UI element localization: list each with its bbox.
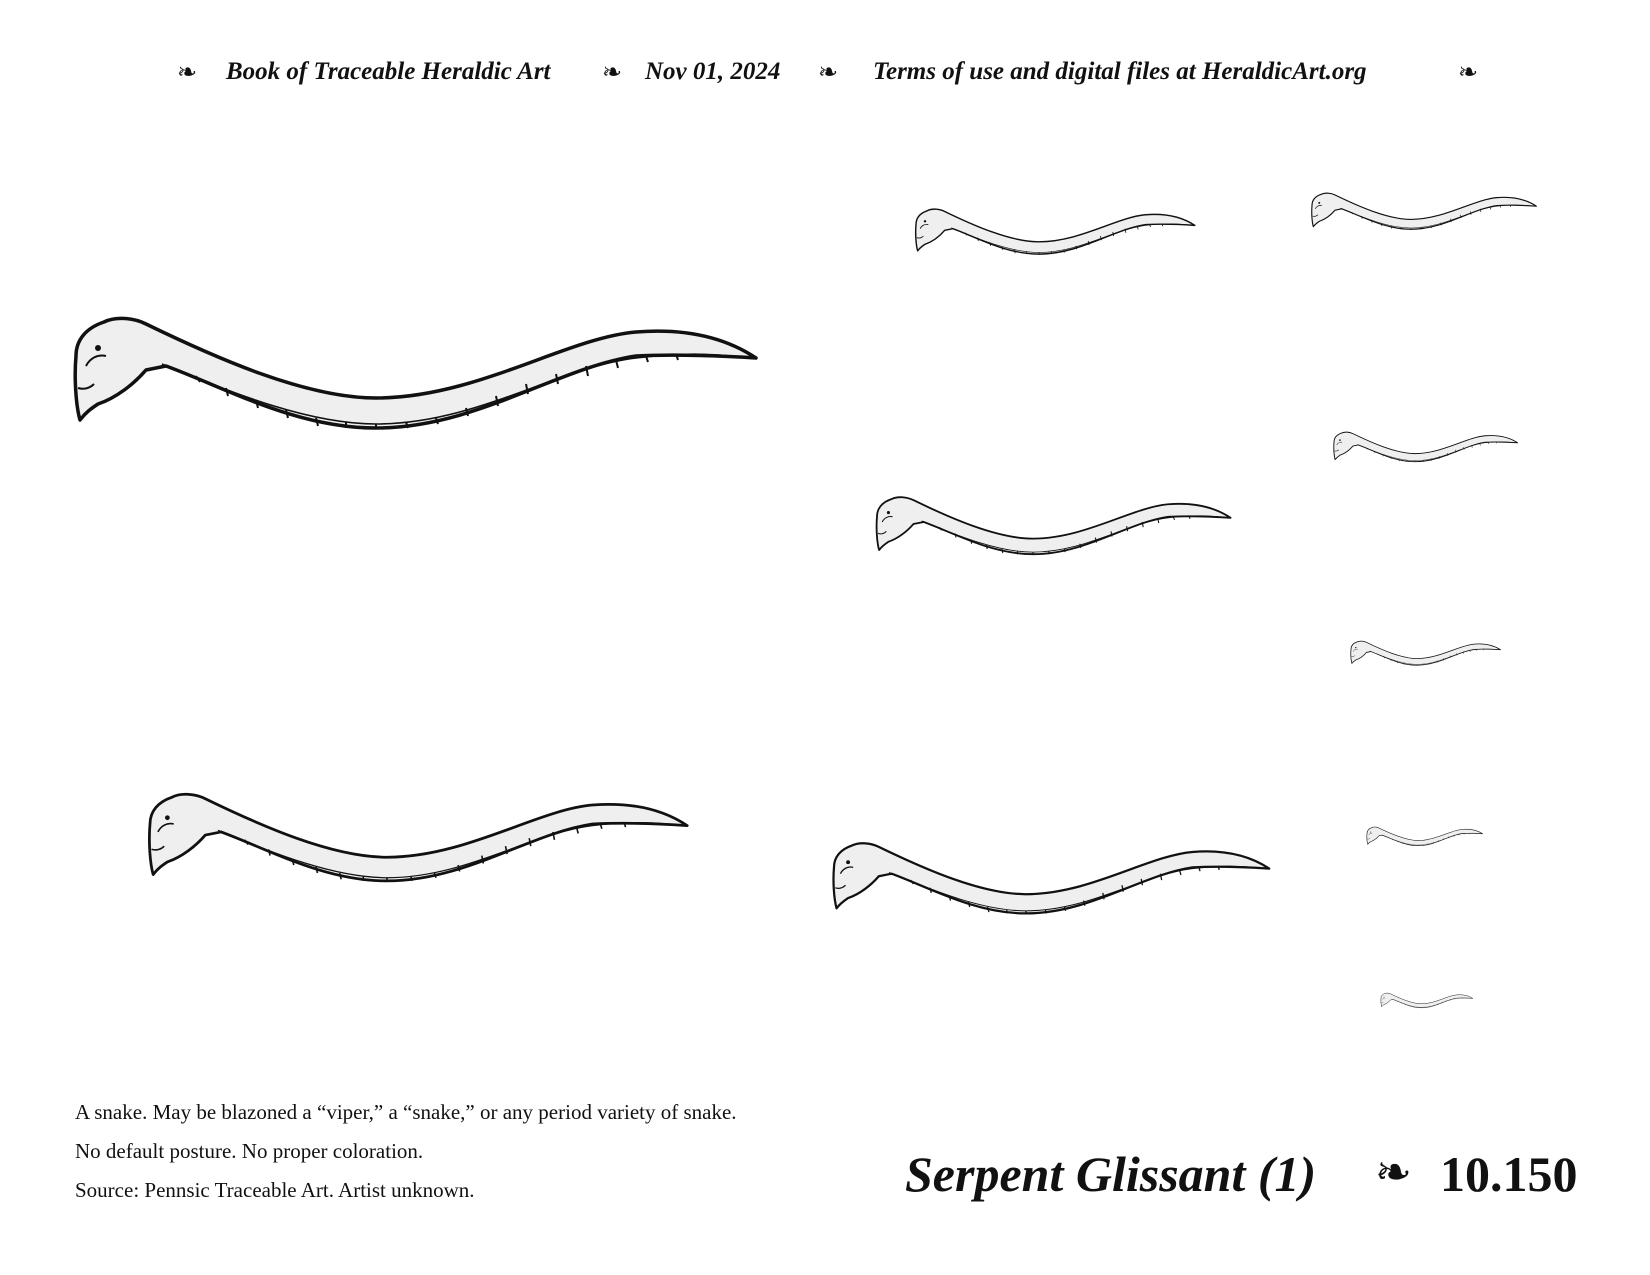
description-line-2: No default posture. No proper coloration. — [75, 1139, 424, 1163]
book-title: Book of Traceable Heraldic Art — [226, 58, 551, 85]
header-fleuron-1: ❧ — [177, 60, 198, 86]
serpent-medium-2 — [877, 497, 1231, 554]
header-fleuron-2: ❧ — [602, 60, 623, 86]
serpent-small-5 — [1381, 993, 1473, 1008]
plate-description — [75, 1093, 737, 1210]
serpent-large-1 — [75, 318, 756, 428]
serpent-small-4 — [1367, 827, 1483, 846]
plate-title — [905, 1145, 1595, 1215]
header-fleuron-4: ❧ — [1458, 60, 1479, 86]
serpent-small-2 — [1334, 432, 1518, 462]
plate-name: Serpent Glissant (1) — [905, 1146, 1317, 1202]
serpent-medium-3 — [916, 209, 1195, 254]
header-fleuron-3: ❧ — [818, 60, 839, 86]
serpent-medium-1 — [833, 843, 1269, 913]
serpent-small-3 — [1351, 641, 1501, 665]
terms-of-use: Terms of use and digital files at HeraldicArt.org — [873, 58, 1367, 85]
title-fleuron: ❧ — [1375, 1148, 1412, 1197]
description-line-1: A snake. May be blazoned a “viper,” a “snake,” or any period variety of snake. — [75, 1100, 737, 1124]
plate-number: 10.150 — [1440, 1146, 1578, 1202]
description-line-3: Source: Pennsic Traceable Art. Artist unknown. — [75, 1178, 475, 1202]
serpent-small-1 — [1312, 193, 1537, 229]
header-date: Nov 01, 2024 — [645, 58, 781, 85]
serpent-large-2 — [149, 794, 687, 881]
